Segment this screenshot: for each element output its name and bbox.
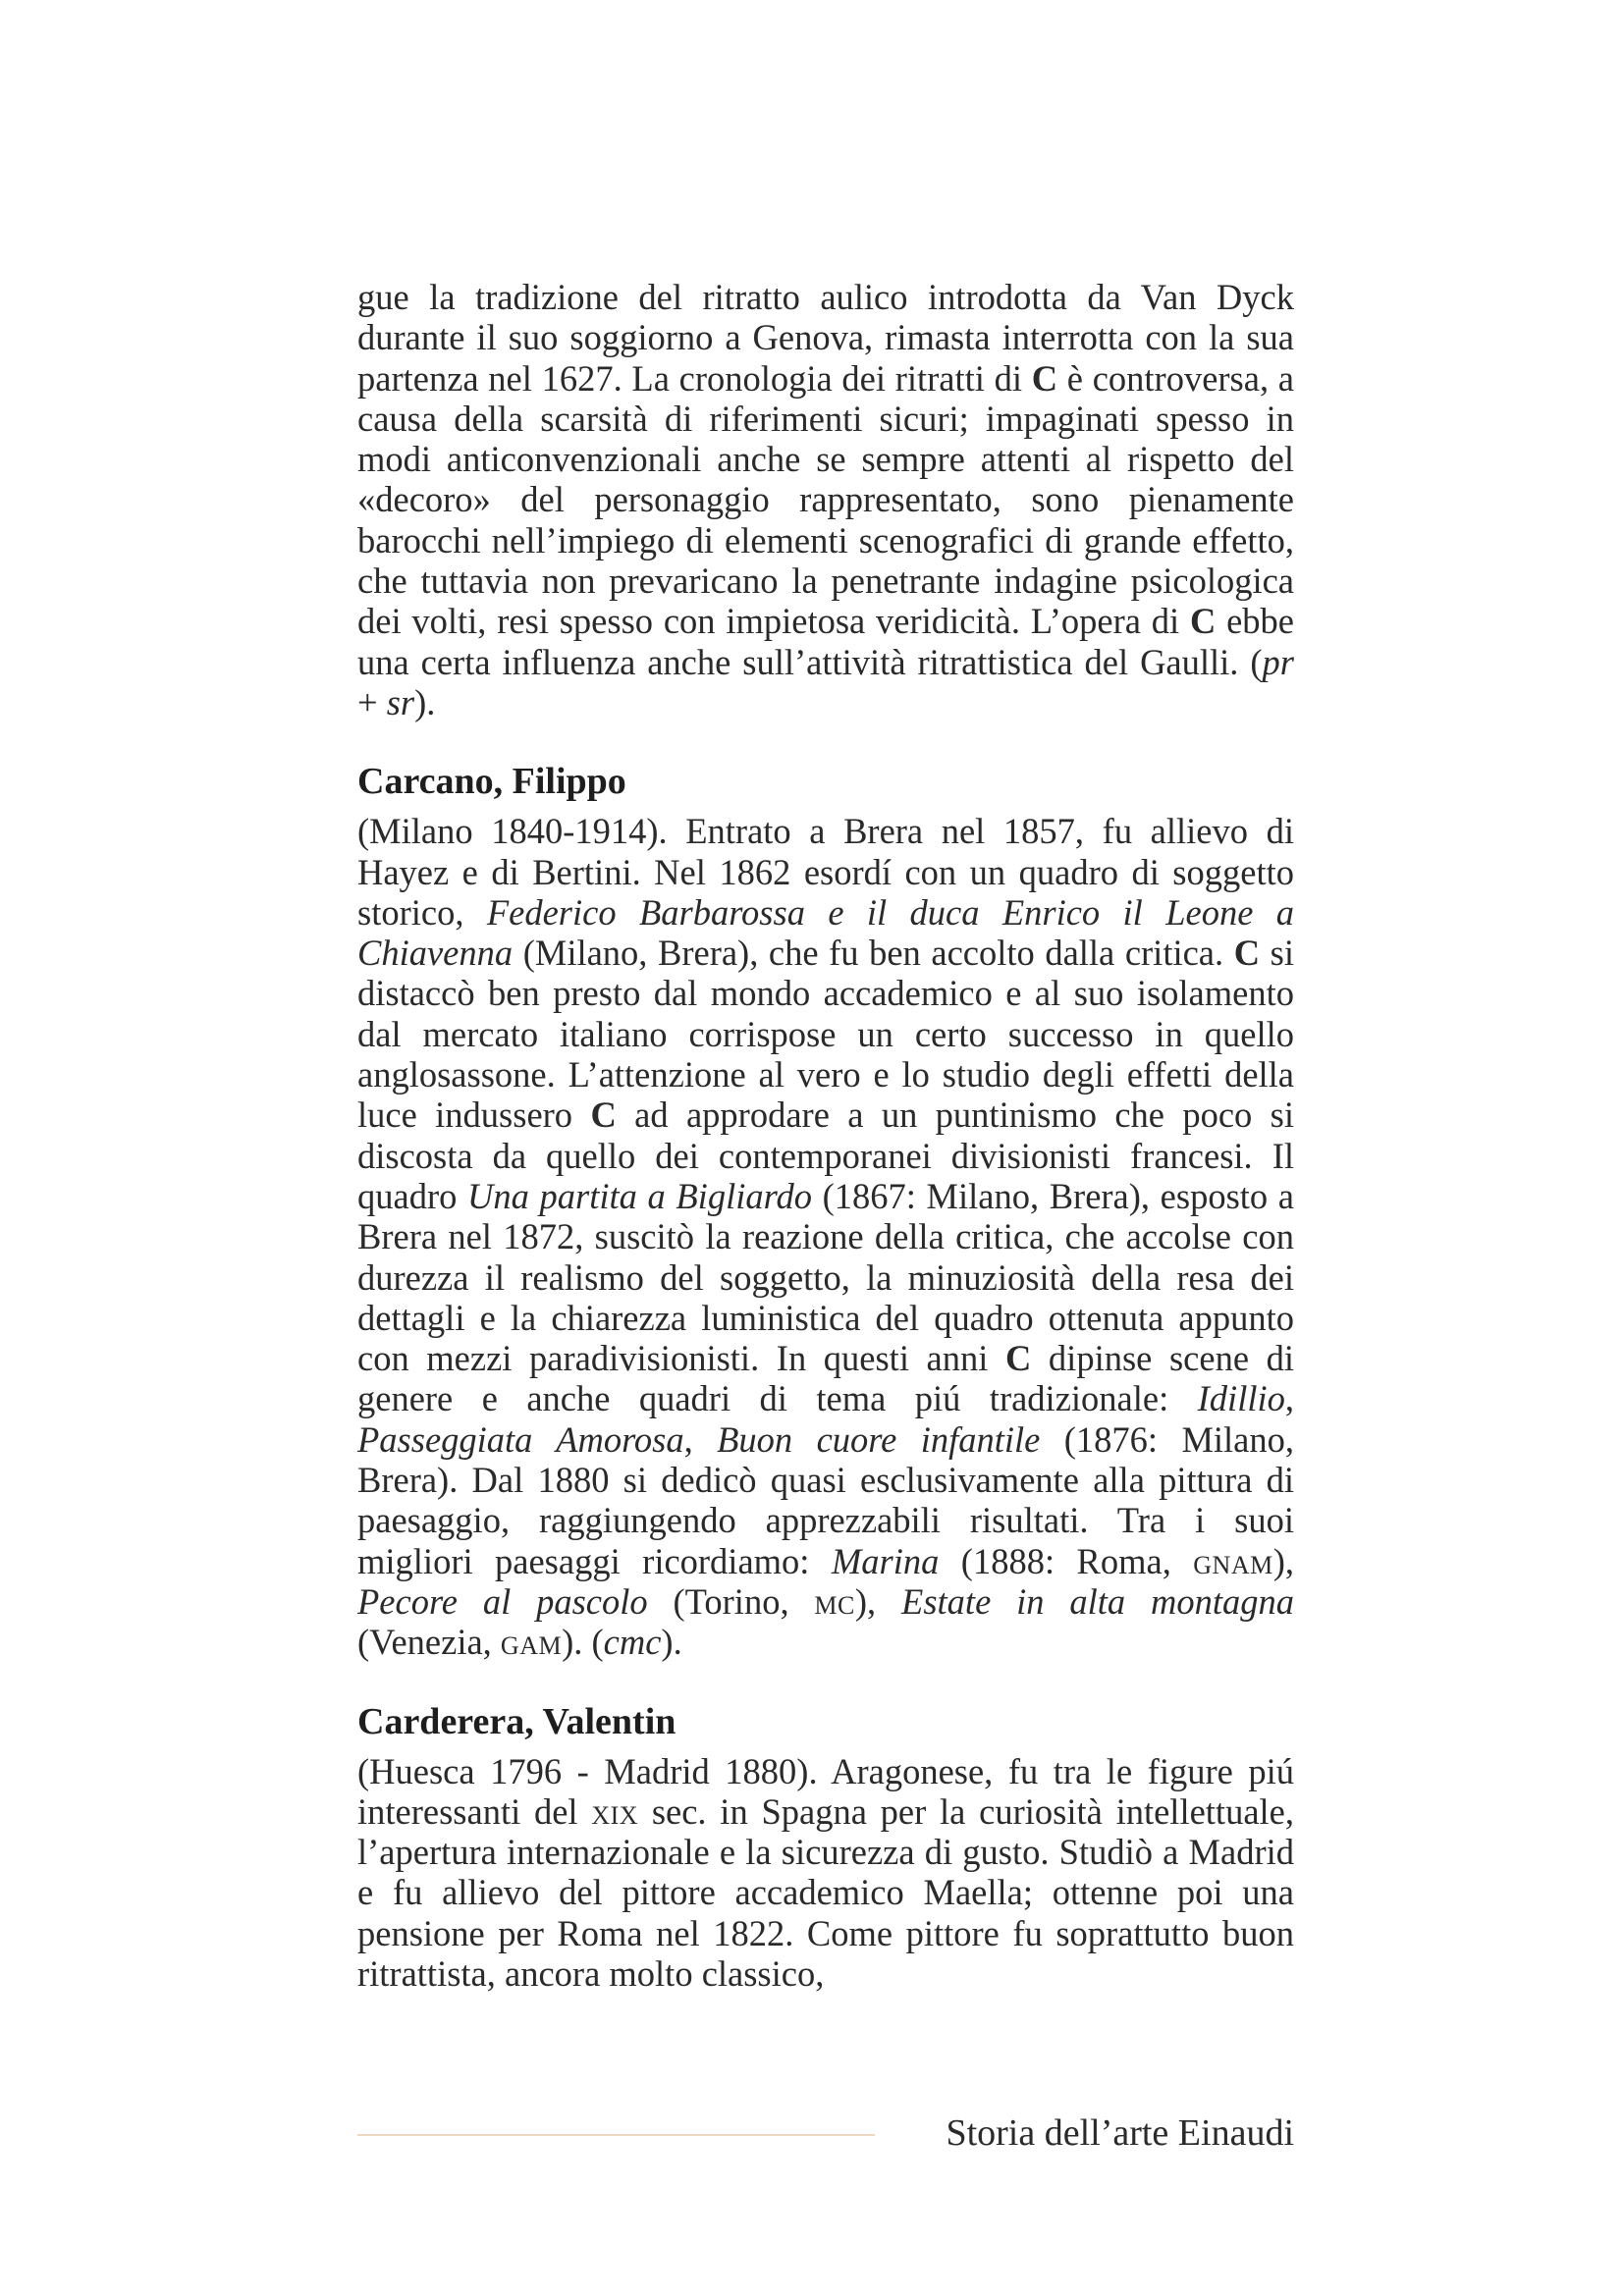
text-run: (1867: Milano, Brera), esposto a Brera nel 1872, suscitò la reazione della critica, che accolse con durezza il realismo del soggetto, la minuziosità della resa dei dettagli e la chiarezza luministica del quadro ottenuta appunto con mezzi paradivisionisti. In questi anni bbox=[357, 1175, 1294, 1379]
text-run: ), bbox=[1272, 1540, 1294, 1581]
author-initials: sr bbox=[386, 681, 415, 722]
author-initials: cmc bbox=[603, 1622, 662, 1663]
text-run: (Torino, bbox=[647, 1580, 815, 1622]
text-run: (Milano 1840-1914). Entrato a Brera nel 1857, fu allievo di Hayez e di Bertini. Nel 1862 esordí con un quadro di soggetto storico, bbox=[357, 811, 1294, 933]
bold-initial: C bbox=[590, 1095, 617, 1136]
text-run: sec. in Spagna per la curiosità intellettuale, l’apertura internazionale e la sicurezza di gusto. Studiò a Madrid e fu allievo del pittore accademico Maella; ottenne poi una pensione per Roma nel 1822. Come pittore fu soprattutto buon ritrattista, ancora molto classico, bbox=[357, 1790, 1294, 1994]
text-run: (1876: Milano, Brera). Dal 1880 si dedicò quasi esclusivamente alla pittura di paesaggio, raggiungendo apprezzabili risultati. Tra i suoi migliori paesaggi ricordiamo: bbox=[357, 1418, 1295, 1581]
text-run: ebbe una certa influenza anche sull’attività ritrattistica del Gaulli. ( bbox=[357, 601, 1294, 682]
page-footer bbox=[357, 2109, 1294, 2158]
text-run: dipinse scene di genere e anche quadri di tema piú tradizionale: bbox=[357, 1338, 1294, 1419]
text-run: ). bbox=[414, 681, 436, 722]
artwork-title: Idillio bbox=[1197, 1378, 1285, 1419]
author-initials: pr bbox=[1262, 641, 1294, 682]
text-run: ). ( bbox=[562, 1622, 604, 1663]
text-run: (1888: Roma, bbox=[939, 1540, 1194, 1581]
museum-abbreviation: gam bbox=[500, 1622, 563, 1663]
bold-initial: C bbox=[1189, 601, 1217, 642]
artwork-title: Marina bbox=[831, 1540, 940, 1581]
artwork-title: Passeggiata Amorosa bbox=[357, 1418, 684, 1460]
bold-initial: C bbox=[1031, 357, 1058, 399]
text-run: si distaccò ben presto dal mondo accademico e al suo isolamento dal mercato italiano corrispose un certo successo in quello anglosassone. L’attenzione al vero e lo studio degli effetti della luce indussero bbox=[357, 933, 1294, 1136]
text-run: ), bbox=[854, 1580, 902, 1622]
text-run: ). bbox=[661, 1622, 682, 1663]
entry-title-carcano: Carcano, Filippo bbox=[357, 761, 626, 803]
text-run: è controversa, a causa della scarsità di riferimenti sicuri; impaginati spesso in modi anticonvenzionali anche se sempre attenti al rispetto del «decoro» del personaggio rappresentato, sono pienamente barocchi nell’impiego di elementi scenografici di grande effetto, che tuttavia non prevaricano la penetrante indagine psicologica dei volti, resi spesso con impietosa veridicità. L’opera di bbox=[357, 357, 1294, 642]
entry-body-carderera bbox=[357, 1751, 1294, 1995]
text-run: (Milano, Brera), che fu ben accolto dalla critica. bbox=[513, 933, 1234, 974]
footer-divider bbox=[357, 2134, 875, 2136]
artwork-title: Buon cuore infantile bbox=[717, 1418, 1041, 1460]
museum-abbreviation: gnam bbox=[1193, 1540, 1273, 1581]
text-run: , bbox=[1284, 1378, 1294, 1419]
text-run: ad approdare a un puntinismo che poco si discosta da quello dei contemporanei divisionisti francesi. Il quadro bbox=[357, 1095, 1294, 1216]
entry-body-carcano bbox=[357, 811, 1294, 1662]
artwork-title: Federico Barbarossa e il duca Enrico il Leone a Chiavenna bbox=[357, 891, 1295, 974]
text-run: gue la tradizione del ritratto aulico introdotta da Van Dyck durante il suo soggiorno a Genova, rimasta interrotta con la sua partenza nel 1627. La cronologia dei ritratti di bbox=[357, 277, 1294, 399]
artwork-title: Estate in alta montagna bbox=[901, 1580, 1294, 1622]
text-run: , bbox=[683, 1418, 718, 1460]
artwork-title: Una partita a Bigliardo bbox=[467, 1175, 812, 1216]
text-run: (Venezia, bbox=[357, 1622, 501, 1663]
century-numeral: xix bbox=[591, 1790, 639, 1832]
bold-initial: C bbox=[1004, 1338, 1032, 1379]
text-run: + bbox=[357, 681, 387, 722]
intro-paragraph bbox=[357, 277, 1294, 722]
artwork-title: Pecore al pascolo bbox=[357, 1580, 648, 1622]
page-body bbox=[357, 277, 1294, 1994]
footer-publisher-title: Storia dell’arte Einaudi bbox=[946, 2112, 1294, 2154]
museum-abbreviation: mc bbox=[814, 1580, 855, 1622]
entry-title-carderera: Carderera, Valentin bbox=[357, 1700, 676, 1742]
bold-initial: C bbox=[1233, 933, 1261, 974]
text-run: (Huesca 1796 - Madrid 1880). Aragonese, fu tra le figure piú interessanti del bbox=[357, 1750, 1294, 1832]
